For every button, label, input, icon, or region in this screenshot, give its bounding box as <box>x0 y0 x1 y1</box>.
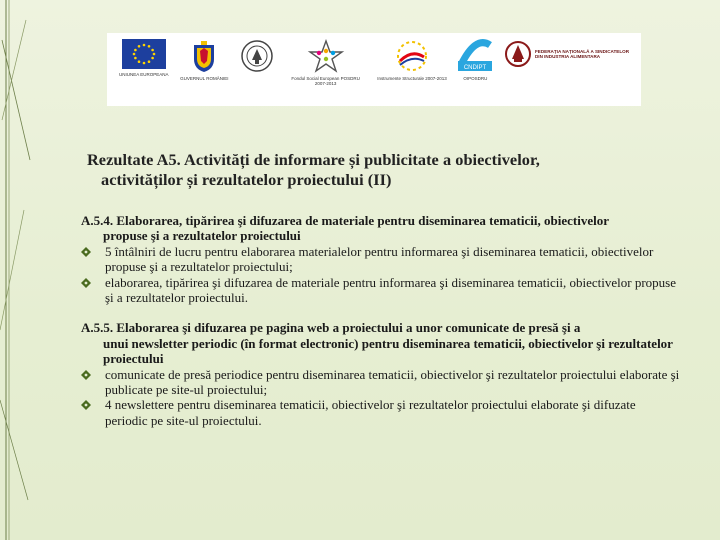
heading-line-1: A.5.4. Elaborarea, tipărirea şi difuzarea de materiale pentru diseminarea tematicii, obiectivelor <box>81 213 609 228</box>
logo-ministry <box>240 39 274 73</box>
list-item-text: comunicate de presă periodice pentru diseminarea tematicii, obiectivelor şi rezultatelor proiectului elaborate şi publicate pe site-ul proiectului; <box>105 366 680 398</box>
logo-caption: GUVERNUL ROMÂNIEI <box>180 76 229 81</box>
decorative-left-lines <box>0 0 40 540</box>
federatia-emblem-icon <box>504 39 532 73</box>
logo-caption: OIPOSDRU <box>463 76 488 81</box>
section-spacer <box>81 305 681 320</box>
diamond-bullet-icon <box>81 278 91 288</box>
section-heading <box>81 213 681 244</box>
logo-government <box>180 39 228 81</box>
logo-caption: FEDERAȚIA NAȚIONALĂ A SINDICATELOR DIN INDUSTRIA ALIMENTARA <box>534 49 630 59</box>
list-item <box>81 275 681 306</box>
list-item-text: 5 întâlniri de lucru pentru elaborarea materialelor pentru informarea şi diseminarea tematicii, obiectivelor propuse şi a rezultatelor proiectului; <box>105 243 654 275</box>
heading-line-1: A.5.5. Elaborarea şi difuzarea pe pagina web a proiectului a unor comunicate de presă şi a <box>81 320 581 336</box>
title-line-2: activităților și rezultatelor proiectului (II) <box>101 170 392 189</box>
logo-caption: Instrumente Structurale 2007-2013 <box>377 76 447 81</box>
logo-caption: UNIUNEA EUROPEANA <box>119 72 169 77</box>
logo-cndipt <box>458 39 492 81</box>
logo-eu <box>119 39 169 77</box>
list-item-text: elaborarea, tipărirea şi difuzarea de materiale pentru informarea şi diseminarea tematicii, obiectivelor propuse şi a rezultatelor proiectului. <box>105 274 677 306</box>
diamond-bullet-icon <box>81 400 91 410</box>
instrumente-structurale-icon <box>392 39 432 73</box>
eu-flag-icon <box>122 39 166 69</box>
logo-banner <box>107 33 641 106</box>
slide-title <box>87 150 687 190</box>
heading-line-2: propuse şi a rezultatelor proiectului <box>103 228 301 244</box>
logo-federatia <box>504 39 631 73</box>
slide-content <box>81 213 681 428</box>
svg-text:CNDIPT: CNDIPT <box>464 65 487 71</box>
list-item-text: 4 newslettere pentru diseminarea tematicii, obiectivelor şi rezultatelor proiectului elaborate şi difuzate periodic pe site-ul proiectului. <box>105 397 636 428</box>
title-line-1: Rezultate A5. Activități de informare și publicitate a obiectivelor, <box>87 150 540 169</box>
logo-fse <box>286 39 366 86</box>
heading-line-2: unui newsletter periodic (în format electronic) pentru diseminarea tematicii, obiectivelor şi rezultatelor proiectului <box>103 335 673 367</box>
logo-caption: Fondul Social European POSDRU 2007-2013 <box>291 76 360 86</box>
fse-star-icon <box>304 39 348 73</box>
list-item <box>81 367 681 398</box>
ministry-seal-icon <box>240 39 274 73</box>
logo-instrumente-structurale <box>377 39 447 81</box>
section-heading <box>81 320 681 366</box>
list-item <box>81 397 681 428</box>
diamond-bullet-icon <box>81 247 91 257</box>
romania-coat-of-arms-icon <box>191 39 217 73</box>
section-a54 <box>81 213 681 305</box>
diamond-bullet-icon <box>81 370 91 380</box>
section-a55 <box>81 320 681 428</box>
list-item <box>81 244 681 275</box>
cndipt-icon <box>458 39 492 73</box>
